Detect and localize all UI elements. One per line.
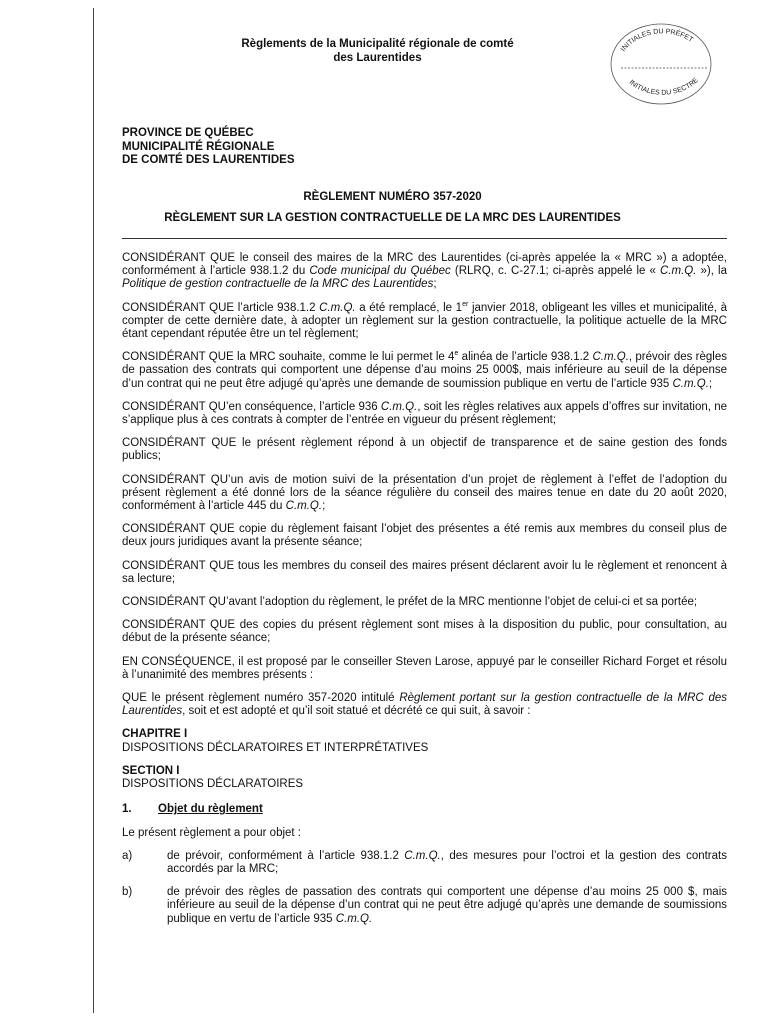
item-a-italic-cmq: C.m.Q. (404, 849, 441, 862)
province-block (122, 127, 295, 168)
article-1-item-a (122, 850, 727, 876)
svg-text:INITIALES DU SECTRE (628, 77, 700, 97)
page-margin-line (93, 8, 94, 1013)
paragraph-considerant-7: CONSIDÉRANT QUE copie du règlement faisant l’objet des présentes a été remis aux membres du conseil plus de deux jours juridiques avant la présente séance; (122, 523, 727, 549)
section-label: SECTION I (122, 764, 180, 777)
item-a-text-1: de prévoir, conformément à l’article 938.1.2 (167, 849, 405, 862)
article-1-item-b (122, 886, 727, 926)
article-1-number: 1. (122, 803, 132, 816)
p4-text-b: , soit les règles relatives aux appels d’offres sur invitation, ne s’applique plus à ces contrats à compter de l’entrée en vigueur du présent règlement; (122, 400, 727, 427)
paragraph-considerant-4 (122, 401, 727, 427)
p1-italic-code: Code municipal du Québec (309, 265, 451, 278)
article-1-heading (122, 803, 727, 816)
paragraph-considerant-6 (122, 474, 727, 514)
paragraph-considerant-10: CONSIDÉRANT QUE des copies du présent règlement sont mises à la disposition du public, pour consultation, au début de la présente séance; (122, 619, 727, 645)
chapter-label: CHAPITRE I (122, 728, 188, 741)
seal-bottom-text: INITIALES DU SECTRE (627, 76, 700, 97)
paragraph-considerant-8: CONSIDÉRANT QUE tous les membres du conseil des maires présent déclarent avoir lu le règlement et renoncent à sa lecture; (122, 559, 727, 585)
p6-text-a: CONSIDÉRANT QU’un avis de motion suivi de la présentation d’un projet de règlement à l’effet de l’adoption du présent règlement a été donné lors de la séance régulière du conseil des maires tenue en date du 20 août 2020, conformément à l’article 445 du (122, 473, 727, 513)
p1-text-b: (RLRQ, c. C-27.1; ci-après appelé le « (450, 265, 660, 278)
p6-italic-cmq: C.m.Q. (285, 500, 323, 513)
p1-text-a: CONSIDÉRANT QUE le conseil des maires de la MRC des Laurentides (ci-après appelée la « MRC ») a adoptée, conformément à l’article 938.1.2 du (122, 252, 727, 278)
item-a-text (167, 850, 727, 876)
header-title-line1: Règlements de la Municipalité régionale de comté (241, 38, 514, 50)
regulation-title: RÈGLEMENT SUR LA GESTION CONTRACTUELLE DE LA MRC DES LAURENTIDES (164, 212, 621, 224)
p6-text-b: ; (322, 500, 326, 513)
p1-italic-politique: Politique de gestion contractuelle de la MRC des Laurentides (122, 278, 434, 291)
p3-italic-cmq-1: C.m.Q. (592, 351, 629, 364)
chapter-title: DISPOSITIONS DÉCLARATOIRES ET INTERPRÉTATIVES (122, 741, 429, 754)
document-body (122, 252, 727, 936)
p3-italic-cmq-2: C.m.Q. (672, 377, 709, 390)
province-line3: DE COMTÉ DES LAURENTIDES (122, 154, 295, 166)
initials-seal (605, 20, 717, 106)
paragraph-considerant-2 (122, 302, 727, 342)
p2-text-a: CONSIDÉRANT QUE l’article 938.1.2 (122, 301, 320, 314)
p12-text-a: QUE le présent règlement numéro 357-2020 intitulé (122, 692, 400, 705)
article-1-intro: Le présent règlement a pour objet : (122, 826, 302, 839)
paragraph-en-consequence: EN CONSÉQUENCE, il est proposé par le conseiller Steven Larose, appuyé par le conseiller Richard Forget et résolu à l’unanimité des membres présents : (122, 655, 727, 681)
p3-text-c: , prévoir des règles de passation des contrats qui comportent une dépense d’au moins 25 000$, mais inférieure au seuil de la dépense d’un contrat qui ne peut être adjugé qu’après une demande de soumission publique en vertu de l’article 935 (122, 351, 727, 390)
item-b-italic-cmq: C.m.Q. (335, 912, 373, 925)
item-b-letter: b) (122, 886, 133, 899)
p2-text-c: janvier 2018, obligeant les villes et municipalité, à compter de cette dernière date, à adopter un règlement sur la gestion contractuelle, la politique actuelle de la MRC étant cependant réputée être un tel règlement; (122, 301, 727, 341)
item-b-text (167, 886, 727, 926)
p1-text-c: »), la (696, 265, 727, 278)
paragraph-considerant-5: CONSIDÉRANT QUE le présent règlement répond à un objectif de transparence et de saine gestion des fonds publics; (122, 437, 727, 463)
p4-italic-cmq: C.m.Q. (380, 400, 418, 413)
item-a-letter: a) (122, 849, 133, 862)
p2-superscript: er (462, 300, 469, 308)
paragraph-adoption (122, 692, 727, 718)
section-title: DISPOSITIONS DÉCLARATOIRES (122, 778, 304, 791)
province-line2: MUNICIPALITÉ RÉGIONALE (122, 140, 275, 153)
p3-text-b: alinéa de l’article 938.1.2 (458, 351, 593, 364)
item-a-text-2: , des mesures pour l’octroi et la gestion des contrats accordés par la MRC; (167, 849, 727, 875)
title-rule (122, 238, 727, 239)
paragraph-considerant-3 (122, 351, 727, 391)
paragraph-considerant-9: CONSIDÉRANT QU’avant l’adoption du règlement, le préfet de la MRC mentionne l’objet de celui-ci et sa portée; (122, 596, 698, 609)
province-line1: PROVINCE DE QUÉBEC (122, 127, 254, 139)
header-title-line2: des Laurentides (333, 52, 422, 64)
p2-italic-cmq: C.m.Q. (319, 301, 356, 314)
regulation-number: RÈGLEMENT NUMÉRO 357-2020 (303, 191, 482, 203)
p2-text-b: a été remplacé, le 1 (355, 301, 463, 314)
p12-italic-title: Règlement portant sur la gestion contractuelle de la MRC des Laurentides (122, 692, 727, 718)
p1-text-d: ; (433, 278, 437, 291)
p3-superscript: e (454, 350, 459, 358)
p3-text-a: CONSIDÉRANT QUE la MRC souhaite, comme le lui permet le 4 (122, 351, 455, 364)
p3-text-d: ; (708, 377, 713, 390)
item-b-text-1: de prévoir des règles de passation des contrats qui comportent une dépense d’au moins 25 000 $, mais inférieure au seuil de la dépense d’un contrat qui ne peut être adjugé qu’après une demande de soumissions publique en vertu de l’article 935 (167, 886, 727, 925)
p12-text-b: , soit et est adopté et qu’il soit statué et décrété ce qui suit, à savoir : (182, 705, 531, 718)
seal-top-text: INITIALES DU PRÉFET (620, 28, 695, 53)
document-header (210, 37, 545, 65)
paragraph-considerant-1 (122, 252, 727, 292)
p4-text-a: CONSIDÉRANT QU’en conséquence, l’article 936 (122, 400, 381, 413)
article-1-title: Objet du règlement (158, 803, 263, 816)
p1-italic-cmq: C.m.Q. (660, 265, 697, 278)
